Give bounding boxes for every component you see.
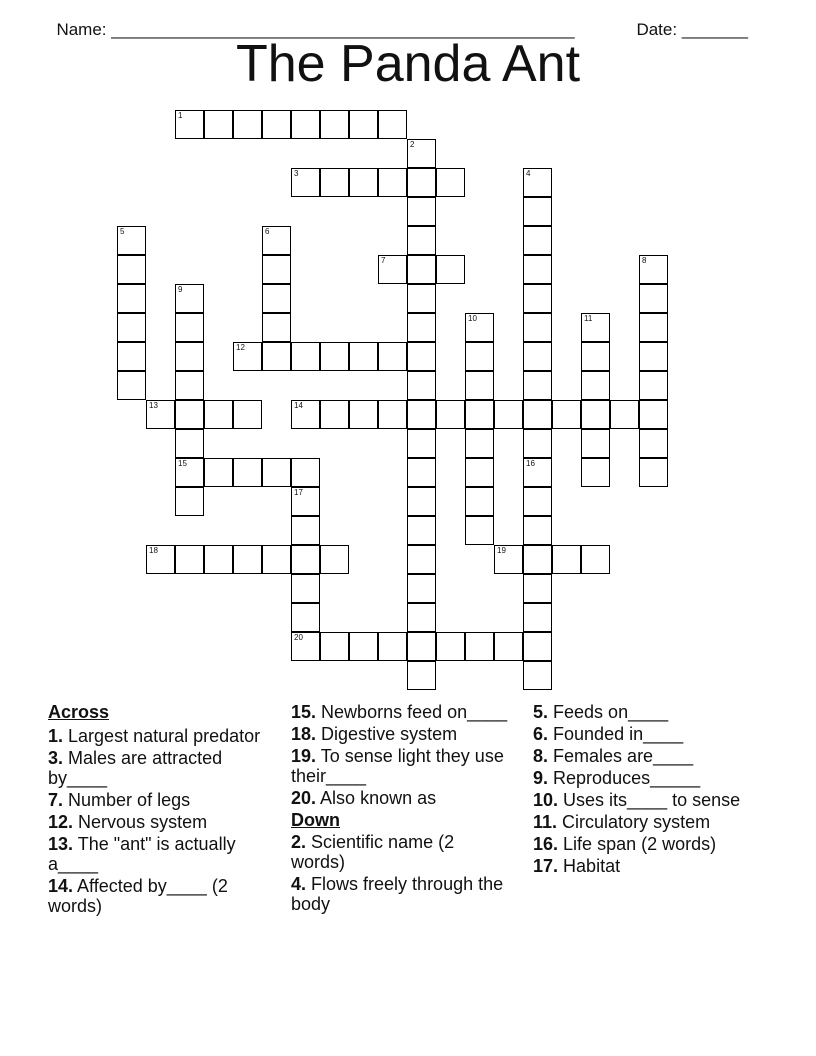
- grid-cell[interactable]: [175, 313, 204, 342]
- grid-cell[interactable]: [465, 458, 494, 487]
- grid-cell[interactable]: [378, 168, 407, 197]
- grid-cell[interactable]: [204, 110, 233, 139]
- grid-cell[interactable]: [320, 168, 349, 197]
- grid-cell[interactable]: [291, 342, 320, 371]
- clue-down-6: 6. Founded in____: [533, 724, 684, 744]
- grid-cell[interactable]: [291, 574, 320, 603]
- grid-cell[interactable]: [465, 342, 494, 371]
- grid-cell[interactable]: [407, 574, 436, 603]
- grid-cell[interactable]: [204, 545, 233, 574]
- clue-down-4: 4. Flows freely through the body: [291, 874, 504, 914]
- grid-cell[interactable]: [523, 458, 552, 487]
- grid-cell[interactable]: [581, 429, 610, 458]
- grid-cell[interactable]: [117, 255, 146, 284]
- grid-cell[interactable]: [465, 371, 494, 400]
- clue-across-14: 14. Affected by____ (2 words): [48, 876, 228, 916]
- grid-cell[interactable]: [523, 342, 552, 371]
- grid-cell[interactable]: [291, 603, 320, 632]
- cell-number: 3: [294, 169, 299, 178]
- grid-cell[interactable]: [233, 342, 262, 371]
- cell-number: 13: [149, 401, 158, 410]
- grid-cell[interactable]: [349, 110, 378, 139]
- cell-number: 19: [497, 546, 506, 555]
- grid-cell[interactable]: [407, 342, 436, 371]
- grid-cell[interactable]: [581, 313, 610, 342]
- grid-cell[interactable]: [291, 110, 320, 139]
- grid-cell[interactable]: [523, 197, 552, 226]
- clue-across-19: 19. To sense light they use their____: [291, 746, 504, 786]
- grid-cell[interactable]: [523, 603, 552, 632]
- grid-cell[interactable]: [262, 458, 291, 487]
- grid-cell[interactable]: [581, 342, 610, 371]
- grid-cell[interactable]: [523, 400, 552, 429]
- grid-cell[interactable]: [465, 429, 494, 458]
- grid-cell[interactable]: [552, 400, 581, 429]
- clue-down-8: 8. Females are____: [533, 746, 694, 766]
- cell-number: 1: [178, 111, 183, 120]
- grid-cell[interactable]: [494, 400, 523, 429]
- cell-number: 18: [149, 546, 158, 555]
- grid-cell[interactable]: [262, 226, 291, 255]
- grid-cell[interactable]: [291, 400, 320, 429]
- cell-number: 6: [265, 227, 270, 236]
- grid-cell[interactable]: [320, 632, 349, 661]
- cell-number: 15: [178, 459, 187, 468]
- date-label: Date:: [636, 20, 682, 39]
- grid-cell[interactable]: [378, 255, 407, 284]
- cell-number: 7: [381, 256, 386, 265]
- grid-cell[interactable]: [117, 313, 146, 342]
- grid-cell[interactable]: [523, 661, 552, 690]
- grid-cell[interactable]: [291, 458, 320, 487]
- cell-number: 12: [236, 343, 245, 352]
- clue-column-1: [48, 702, 270, 918]
- grid-cell[interactable]: [639, 429, 668, 458]
- page-title: The Panda Ant: [235, 35, 581, 93]
- grid-cell[interactable]: [494, 545, 523, 574]
- clue-column-3: [533, 702, 763, 878]
- grid-cell[interactable]: [523, 429, 552, 458]
- grid-cell[interactable]: [523, 545, 552, 574]
- grid-cell[interactable]: [581, 545, 610, 574]
- grid-cell[interactable]: [436, 168, 465, 197]
- grid-cell[interactable]: [349, 632, 378, 661]
- grid-cell[interactable]: [552, 545, 581, 574]
- grid-cell[interactable]: [262, 110, 291, 139]
- grid-cell[interactable]: [523, 632, 552, 661]
- cell-number: 14: [294, 401, 303, 410]
- grid-cell[interactable]: [378, 342, 407, 371]
- grid-cell[interactable]: [639, 313, 668, 342]
- cell-number: 4: [526, 169, 531, 178]
- clue-down-10: 10. Uses its____ to sense: [533, 790, 741, 810]
- grid-cell[interactable]: [320, 110, 349, 139]
- grid-cell[interactable]: [407, 545, 436, 574]
- grid-cell[interactable]: [407, 284, 436, 313]
- grid-cell[interactable]: [262, 284, 291, 313]
- grid-cell[interactable]: [465, 632, 494, 661]
- grid-cell[interactable]: [639, 255, 668, 284]
- down-heading: Down: [291, 810, 340, 830]
- grid-cell[interactable]: [523, 516, 552, 545]
- grid-cell[interactable]: [117, 284, 146, 313]
- grid-cell[interactable]: [436, 632, 465, 661]
- grid-cell[interactable]: [523, 168, 552, 197]
- grid-cell[interactable]: [320, 400, 349, 429]
- grid-cell[interactable]: [378, 632, 407, 661]
- grid-cell[interactable]: [291, 632, 320, 661]
- grid-cell[interactable]: [581, 458, 610, 487]
- grid-cell[interactable]: [407, 139, 436, 168]
- grid-cell[interactable]: [523, 255, 552, 284]
- grid-cell[interactable]: [349, 400, 378, 429]
- grid-cell[interactable]: [291, 487, 320, 516]
- grid-cell[interactable]: [291, 516, 320, 545]
- grid-cell[interactable]: [175, 458, 204, 487]
- grid-cell[interactable]: [378, 110, 407, 139]
- grid-cell[interactable]: [581, 400, 610, 429]
- grid-cell[interactable]: [407, 429, 436, 458]
- grid-cell[interactable]: [233, 110, 262, 139]
- grid-cell[interactable]: [204, 458, 233, 487]
- cell-number: 8: [642, 256, 647, 265]
- grid-cell[interactable]: [262, 545, 291, 574]
- grid-cell[interactable]: [407, 632, 436, 661]
- clue-down-11: 11. Circulatory system: [533, 812, 711, 832]
- cell-number: 17: [294, 488, 303, 497]
- grid-cell[interactable]: [436, 400, 465, 429]
- grid-cell[interactable]: [523, 284, 552, 313]
- cell-number: 11: [584, 314, 593, 323]
- clue-column-2: [291, 702, 509, 916]
- cell-number: 9: [178, 285, 183, 294]
- date-blank[interactable]: _______: [681, 20, 748, 39]
- grid-cell[interactable]: [523, 371, 552, 400]
- grid-cell[interactable]: [407, 371, 436, 400]
- clue-across-1: 1. Largest natural predator: [48, 726, 261, 746]
- grid-cell[interactable]: [262, 313, 291, 342]
- clue-down-9: 9. Reproduces_____: [533, 768, 701, 788]
- grid-cell[interactable]: [465, 400, 494, 429]
- clue-across-15: 15. Newborns feed on____: [291, 702, 508, 722]
- clue-down-5: 5. Feeds on____: [533, 702, 669, 722]
- grid-cell[interactable]: [233, 458, 262, 487]
- grid-cell[interactable]: [465, 516, 494, 545]
- grid-cell[interactable]: [320, 342, 349, 371]
- grid-cell[interactable]: [291, 545, 320, 574]
- grid-cell[interactable]: [175, 342, 204, 371]
- cell-number: 10: [468, 314, 477, 323]
- clue-across-12: 12. Nervous system: [48, 812, 208, 832]
- grid-cell[interactable]: [117, 342, 146, 371]
- grid-cell[interactable]: [349, 168, 378, 197]
- grid-cell[interactable]: [436, 255, 465, 284]
- grid-cell[interactable]: [465, 313, 494, 342]
- grid-cell[interactable]: [407, 255, 436, 284]
- grid-cell[interactable]: [465, 487, 494, 516]
- grid-cell[interactable]: [175, 110, 204, 139]
- name-blank[interactable]: _________________________________________________: [111, 20, 575, 39]
- grid-cell[interactable]: [407, 603, 436, 632]
- cell-number: 20: [294, 633, 303, 642]
- grid-cell[interactable]: [407, 661, 436, 690]
- grid-cell[interactable]: [175, 545, 204, 574]
- grid-cell[interactable]: [523, 487, 552, 516]
- across-heading: Across: [48, 702, 110, 722]
- grid-cell[interactable]: [407, 168, 436, 197]
- grid-cell[interactable]: [291, 168, 320, 197]
- grid-cell[interactable]: [610, 400, 639, 429]
- grid-cell[interactable]: [407, 458, 436, 487]
- clue-down-2: 2. Scientific name (2 words): [291, 832, 455, 872]
- grid-cell[interactable]: [494, 632, 523, 661]
- grid-cell[interactable]: [175, 487, 204, 516]
- clue-across-20: 20. Also known as: [291, 788, 437, 808]
- grid-cell[interactable]: [175, 429, 204, 458]
- cell-number: 16: [526, 459, 535, 468]
- grid-cell[interactable]: [175, 371, 204, 400]
- grid-cell[interactable]: [523, 313, 552, 342]
- grid-cell[interactable]: [262, 255, 291, 284]
- grid-cell[interactable]: [639, 400, 668, 429]
- grid-cell[interactable]: [378, 400, 407, 429]
- grid-cell[interactable]: [117, 226, 146, 255]
- grid-cell[interactable]: [407, 226, 436, 255]
- grid-cell[interactable]: [349, 342, 378, 371]
- clue-across-13: 13. The "ant" is actually a____: [48, 834, 236, 874]
- grid-cell[interactable]: [407, 313, 436, 342]
- grid-cell[interactable]: [204, 400, 233, 429]
- grid-cell[interactable]: [146, 400, 175, 429]
- grid-cell[interactable]: [639, 458, 668, 487]
- clue-across-7: 7. Number of legs: [48, 790, 191, 810]
- cell-number: 5: [120, 227, 125, 236]
- grid-cell[interactable]: [233, 400, 262, 429]
- grid-cell[interactable]: [117, 371, 146, 400]
- grid-cell[interactable]: [262, 342, 291, 371]
- clue-across-3: 3. Males are attracted by____: [48, 748, 223, 788]
- grid-cell[interactable]: [233, 545, 262, 574]
- grid-cell[interactable]: [175, 400, 204, 429]
- grid-cell[interactable]: [581, 371, 610, 400]
- name-label: Name:: [56, 20, 112, 39]
- grid-cell[interactable]: [407, 400, 436, 429]
- clue-down-16: 16. Life span (2 words): [533, 834, 717, 854]
- grid-cell[interactable]: [175, 284, 204, 313]
- grid-cell[interactable]: [407, 197, 436, 226]
- grid-cell[interactable]: [523, 574, 552, 603]
- clue-across-18: 18. Digestive system: [291, 724, 458, 744]
- grid-cell[interactable]: [639, 342, 668, 371]
- grid-cell[interactable]: [407, 516, 436, 545]
- grid-cell[interactable]: [407, 487, 436, 516]
- clue-down-17: 17. Habitat: [533, 856, 621, 876]
- cell-number: 2: [410, 140, 415, 149]
- grid-cell[interactable]: [146, 545, 175, 574]
- grid-cell[interactable]: [639, 284, 668, 313]
- grid-cell[interactable]: [523, 226, 552, 255]
- grid-cell[interactable]: [639, 371, 668, 400]
- grid-cell[interactable]: [320, 545, 349, 574]
